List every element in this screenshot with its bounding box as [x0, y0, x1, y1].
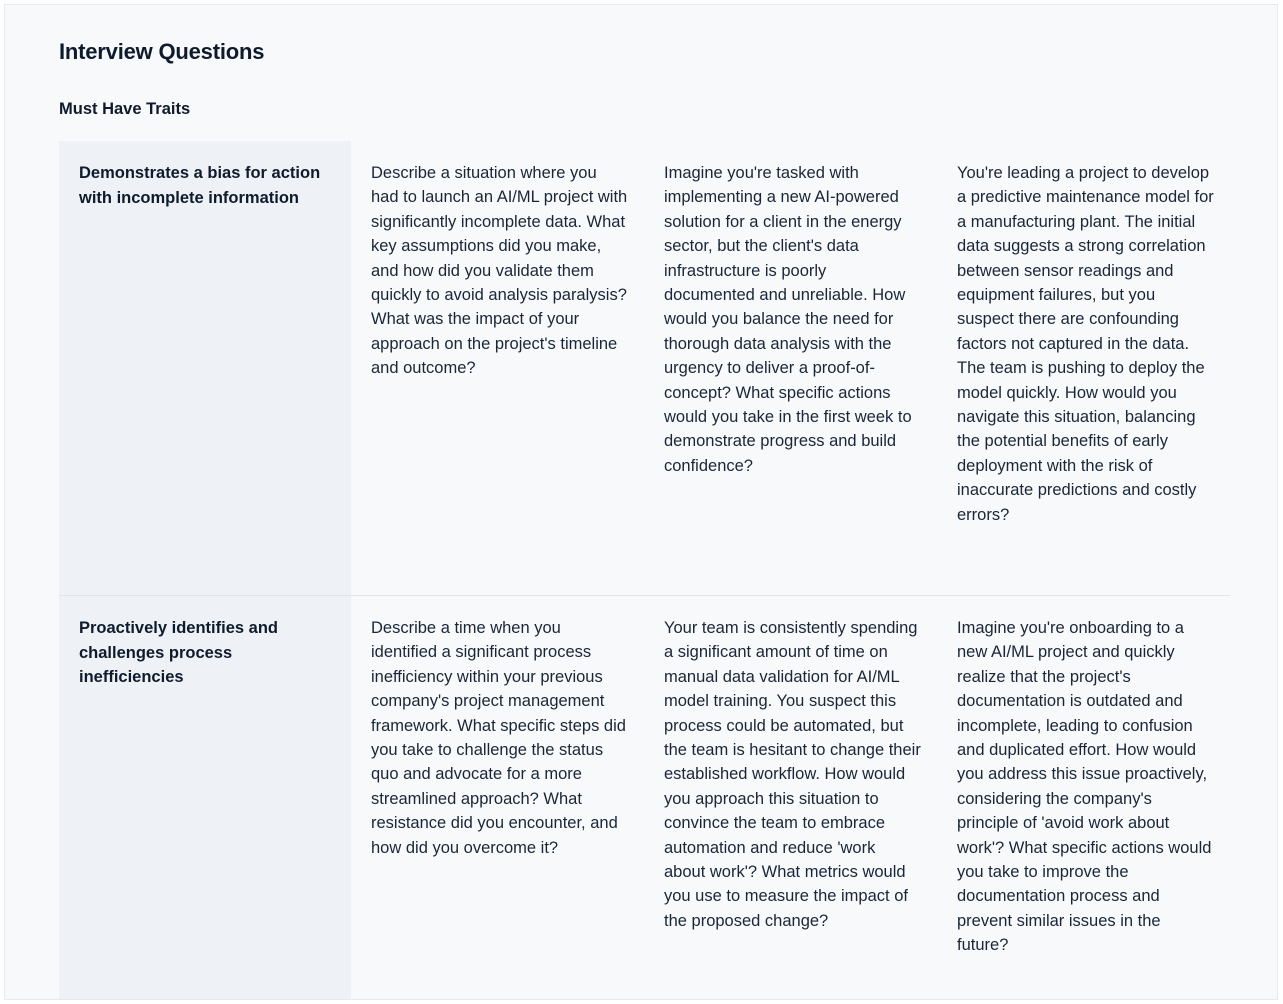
question-cell: Imagine you're tasked with implementing a new AI-powered solution for a client in the energy sector, but the client's data infrastructure is poorly documented and unreliable. How would you balance the need for thorough data analysis with the urgency to deliver a proof-of-concept? What specific actions would you take in the first week to demonstrate progress and build confidence? [664, 164, 912, 475]
question-cell: Your team is consistently spending a significant amount of time on manual data validation for AI/ML model training. You suspect this process could be automated, but the team is hesitant to change their established workflow. How would you approach this situation to convince the team to embrace automation and reduce 'work about work'? What metrics would you use to measure the impact of the proposed change? [664, 619, 921, 930]
question-cell: You're leading a project to develop a predictive maintenance model for a manufacturing plant. The initial data suggests a strong correlation between sensor readings and equipment failures, but you suspect there are confounding factors not captured in the data. The team is pushing to deploy the model quickly. How would you navigate this situation, balancing the potential benefits of early deployment with the risk of inaccurate predictions and costly errors? [957, 164, 1214, 524]
table-row [59, 141, 1230, 595]
question-cell: Describe a time when you identified a significant process inefficiency within your previous company's project management framework. What specific steps did you take to challenge the status quo and advocate for a more streamlined approach? What resistance did you encounter, and how did you overcome it? [371, 619, 626, 857]
trait-name: Demonstrates a bias for action with incomplete information [59, 141, 351, 595]
table-row [59, 595, 1230, 1000]
section-title: Must Have Traits [59, 100, 191, 118]
page-title: Interview Questions [59, 39, 265, 64]
question-cell: Describe a situation where you had to launch an AI/ML project with significantly incomplete data. What key assumptions did you make, and how did you validate them quickly to avoid analysis paralysis? What was the impact of your approach on the project's timeline and outcome? [371, 164, 628, 378]
question-cell: Imagine you're onboarding to a new AI/ML project and quickly realize that the project's documentation is outdated and incomplete, leading to confusion and duplicated effort. How would you address this issue proactively, considering the company's principle of 'avoid work about work'? What specific actions would you take to improve the documentation process and prevent similar issues in the future? [957, 619, 1212, 955]
traits-table [59, 141, 1230, 1000]
trait-name: Proactively identifies and challenges process inefficiencies [59, 596, 351, 1000]
interview-questions-card [4, 4, 1278, 1000]
